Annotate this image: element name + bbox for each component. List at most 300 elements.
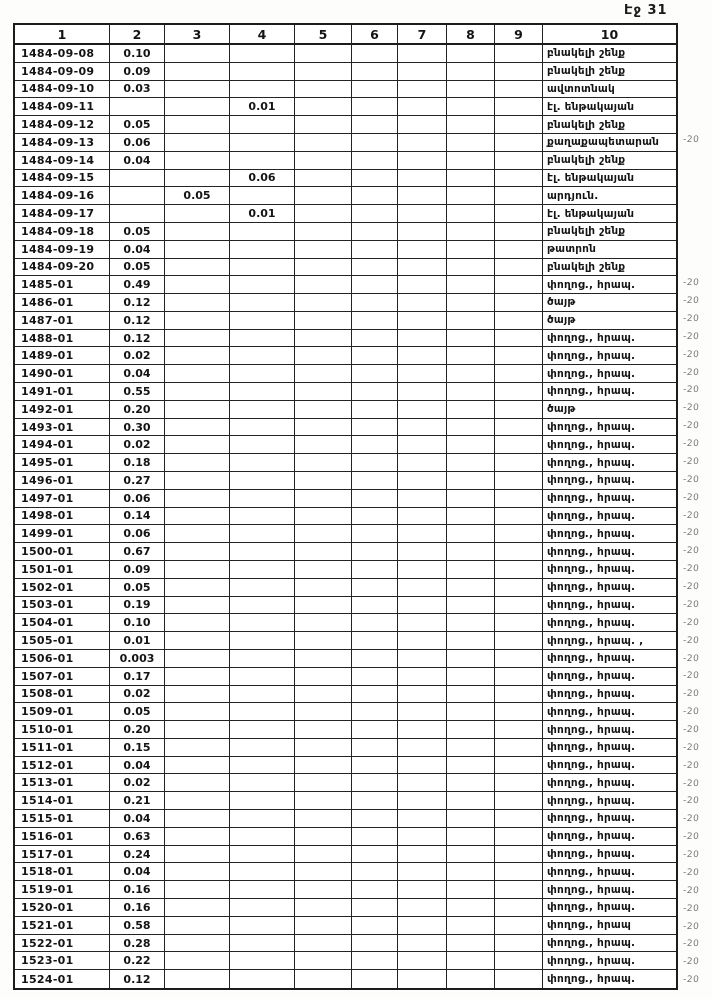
record-id-cell: 1487-01 <box>15 312 110 330</box>
value-cell <box>398 170 447 188</box>
value-cell <box>295 223 352 241</box>
description-cell: փողոց., հրապ. <box>543 650 676 668</box>
margin-mark: -20 <box>682 296 700 307</box>
value-cell <box>495 170 543 188</box>
column-header-10: 10 <box>543 25 676 45</box>
description-cell: փողոց., հրապ. <box>543 810 676 828</box>
value-cell <box>295 579 352 597</box>
value-cell <box>352 223 398 241</box>
value-cell <box>352 134 398 152</box>
record-id-cell: 1484-09-12 <box>15 116 110 134</box>
record-id-cell: 1484-09-14 <box>15 152 110 170</box>
value-cell <box>165 259 230 277</box>
value-cell <box>230 650 295 668</box>
description-cell: էլ. ենթակայան <box>543 170 676 188</box>
value-cell <box>295 721 352 739</box>
record-id-cell: 1484-09-13 <box>15 134 110 152</box>
value-cell <box>495 63 543 81</box>
margin-mark: -20 <box>682 653 700 664</box>
value-cell <box>165 223 230 241</box>
value-cell <box>165 952 230 970</box>
value-cell <box>352 721 398 739</box>
value-cell <box>352 330 398 348</box>
value-cell <box>447 650 495 668</box>
value-cell <box>447 241 495 259</box>
value-cell <box>398 881 447 899</box>
value-cell <box>110 170 165 188</box>
value-cell <box>295 259 352 277</box>
value-cell <box>398 935 447 953</box>
description-cell: փողոց., հրապ. <box>543 330 676 348</box>
description-cell: փողոց., հրապ. <box>543 739 676 757</box>
description-cell: փողոց., հրապ. <box>543 472 676 490</box>
value-cell <box>165 561 230 579</box>
value-cell <box>495 401 543 419</box>
margin-mark: -20 <box>682 796 700 807</box>
value-cell <box>230 881 295 899</box>
value-cell <box>398 952 447 970</box>
value-cell <box>398 899 447 917</box>
value-cell <box>230 312 295 330</box>
margin-mark: -20 <box>682 814 700 825</box>
margin-mark: -20 <box>682 850 700 861</box>
margin-mark: -20 <box>682 760 700 771</box>
value-cell <box>295 276 352 294</box>
value-cell <box>495 472 543 490</box>
value-cell <box>230 454 295 472</box>
value-cell <box>398 810 447 828</box>
value-cell <box>447 312 495 330</box>
value-cell <box>495 508 543 526</box>
value-cell <box>230 45 295 63</box>
value-cell <box>398 152 447 170</box>
record-id-cell: 1497-01 <box>15 490 110 508</box>
value-cell <box>495 703 543 721</box>
value-cell <box>165 899 230 917</box>
record-id-cell: 1521-01 <box>15 917 110 935</box>
value-cell <box>230 276 295 294</box>
value-cell <box>398 116 447 134</box>
value-cell <box>295 472 352 490</box>
value-cell <box>295 81 352 99</box>
value-cell <box>447 401 495 419</box>
value-cell <box>230 703 295 721</box>
value-cell: 0.04 <box>110 863 165 881</box>
value-cell <box>495 134 543 152</box>
value-cell <box>295 970 352 988</box>
description-cell: փողոց., հրապ <box>543 917 676 935</box>
description-cell: էլ. ենթակայան <box>543 205 676 223</box>
value-cell: 0.03 <box>110 81 165 99</box>
value-cell <box>165 792 230 810</box>
description-cell: արդյուն. <box>543 187 676 205</box>
value-cell <box>447 686 495 704</box>
record-id-cell: 1484-09-18 <box>15 223 110 241</box>
value-cell <box>295 846 352 864</box>
value-cell <box>165 401 230 419</box>
record-id-cell: 1505-01 <box>15 632 110 650</box>
value-cell <box>230 917 295 935</box>
record-id-cell: 1513-01 <box>15 774 110 792</box>
value-cell <box>295 899 352 917</box>
value-cell <box>230 614 295 632</box>
value-cell <box>165 828 230 846</box>
value-cell <box>495 828 543 846</box>
value-cell <box>447 739 495 757</box>
value-cell <box>295 170 352 188</box>
value-cell <box>230 632 295 650</box>
value-cell <box>295 365 352 383</box>
value-cell: 0.28 <box>110 935 165 953</box>
value-cell <box>352 454 398 472</box>
value-cell <box>398 757 447 775</box>
value-cell <box>230 152 295 170</box>
value-cell <box>352 170 398 188</box>
record-id-cell: 1485-01 <box>15 276 110 294</box>
value-cell <box>352 561 398 579</box>
value-cell <box>295 152 352 170</box>
value-cell: 0.30 <box>110 419 165 437</box>
value-cell <box>295 703 352 721</box>
value-cell <box>495 597 543 615</box>
value-cell <box>230 223 295 241</box>
value-cell: 0.05 <box>110 116 165 134</box>
value-cell: 0.04 <box>110 152 165 170</box>
value-cell <box>165 312 230 330</box>
value-cell <box>495 632 543 650</box>
description-cell: փողոց., հրապ. <box>543 525 676 543</box>
record-id-cell: 1486-01 <box>15 294 110 312</box>
record-id-cell: 1501-01 <box>15 561 110 579</box>
value-cell: 0.22 <box>110 952 165 970</box>
value-cell <box>230 490 295 508</box>
value-cell <box>295 650 352 668</box>
description-cell: փողոց., հրապ. <box>543 276 676 294</box>
value-cell: 0.12 <box>110 330 165 348</box>
value-cell <box>398 703 447 721</box>
margin-mark: -20 <box>682 385 700 396</box>
value-cell <box>352 810 398 828</box>
value-cell <box>495 187 543 205</box>
value-cell <box>352 259 398 277</box>
value-cell <box>230 294 295 312</box>
description-cell: քաղաքապետարան <box>543 134 676 152</box>
value-cell <box>447 917 495 935</box>
margin-mark: -20 <box>682 617 700 628</box>
description-cell: փողոց., հրապ. <box>547 973 636 986</box>
record-id-cell: 1508-01 <box>15 686 110 704</box>
value-cell: 0.02 <box>110 436 165 454</box>
value-cell <box>352 881 398 899</box>
value-cell <box>165 134 230 152</box>
margin-mark: -20 <box>682 885 700 896</box>
margin-mark: -20 <box>682 742 700 753</box>
value-cell <box>230 365 295 383</box>
value-cell <box>295 241 352 259</box>
value-cell <box>398 205 447 223</box>
value-cell: 0.16 <box>110 881 165 899</box>
value-cell <box>495 241 543 259</box>
margin-mark: -20 <box>682 474 700 485</box>
value-cell <box>165 454 230 472</box>
value-cell <box>295 347 352 365</box>
value-cell <box>447 561 495 579</box>
value-cell: 0.02 <box>110 347 165 365</box>
value-cell <box>230 525 295 543</box>
value-cell <box>230 810 295 828</box>
value-cell <box>230 543 295 561</box>
value-cell <box>398 686 447 704</box>
damage-table <box>13 23 678 990</box>
record-id-cell: 1484-09-20 <box>15 259 110 277</box>
description-cell: բնակելի շենք <box>543 116 676 134</box>
value-cell <box>110 187 165 205</box>
value-cell <box>447 365 495 383</box>
column-header-3: 3 <box>165 25 230 45</box>
value-cell <box>447 614 495 632</box>
value-cell <box>495 454 543 472</box>
value-cell <box>295 863 352 881</box>
value-cell <box>295 597 352 615</box>
column-header-5: 5 <box>295 25 352 45</box>
record-id-cell: 1499-01 <box>15 525 110 543</box>
description-cell: փողոց., հրապ. <box>543 347 676 365</box>
value-cell <box>447 383 495 401</box>
value-cell <box>398 721 447 739</box>
value-cell: 0.21 <box>110 792 165 810</box>
value-cell <box>230 721 295 739</box>
value-cell <box>447 525 495 543</box>
value-cell <box>495 774 543 792</box>
value-cell <box>165 614 230 632</box>
value-cell <box>447 863 495 881</box>
value-cell <box>447 508 495 526</box>
value-cell <box>295 792 352 810</box>
value-cell <box>447 703 495 721</box>
value-cell <box>165 703 230 721</box>
value-cell <box>495 419 543 437</box>
value-cell <box>230 63 295 81</box>
value-cell <box>295 614 352 632</box>
description-cell: փողոց., հրապ. <box>543 952 676 970</box>
value-cell <box>398 508 447 526</box>
record-id-cell: 1484-09-15 <box>15 170 110 188</box>
value-cell <box>165 116 230 134</box>
value-cell <box>447 223 495 241</box>
value-cell <box>352 828 398 846</box>
description-cell: ավտոտնակ <box>543 81 676 99</box>
value-cell <box>495 935 543 953</box>
value-cell <box>398 917 447 935</box>
value-cell <box>398 419 447 437</box>
value-cell <box>230 419 295 437</box>
value-cell <box>447 579 495 597</box>
margin-mark: -20 <box>682 546 700 557</box>
value-cell <box>230 739 295 757</box>
value-cell: 0.12 <box>110 970 165 988</box>
margin-mark: -20 <box>682 135 700 146</box>
value-cell <box>295 98 352 116</box>
column-header-6: 6 <box>352 25 398 45</box>
value-cell <box>352 205 398 223</box>
value-cell <box>495 223 543 241</box>
value-cell <box>352 792 398 810</box>
description-cell: փողոց., հրապ. <box>543 454 676 472</box>
value-cell <box>165 863 230 881</box>
value-cell <box>398 792 447 810</box>
margin-mark: -20 <box>682 867 700 878</box>
margin-mark: -20 <box>682 421 700 432</box>
value-cell <box>352 970 398 988</box>
value-cell <box>165 632 230 650</box>
value-cell <box>165 810 230 828</box>
value-cell <box>447 490 495 508</box>
value-cell <box>398 241 447 259</box>
value-cell <box>495 881 543 899</box>
value-cell <box>495 721 543 739</box>
value-cell <box>495 810 543 828</box>
value-cell <box>295 935 352 953</box>
value-cell <box>398 63 447 81</box>
record-id-cell: 1484-09-09 <box>15 63 110 81</box>
description-cell: էլ. ենթակայան <box>543 98 676 116</box>
value-cell <box>447 721 495 739</box>
value-cell <box>447 347 495 365</box>
value-cell <box>447 330 495 348</box>
record-id-cell: 1517-01 <box>15 846 110 864</box>
value-cell <box>447 899 495 917</box>
description-cell: փողոց., հրապ. <box>543 365 676 383</box>
value-cell <box>230 241 295 259</box>
value-cell <box>398 650 447 668</box>
value-cell <box>447 205 495 223</box>
value-cell: 0.12 <box>110 312 165 330</box>
value-cell <box>352 650 398 668</box>
page-number-label: Էջ 31 <box>624 3 668 18</box>
value-cell <box>447 668 495 686</box>
value-cell <box>398 828 447 846</box>
value-cell <box>230 863 295 881</box>
value-cell <box>165 205 230 223</box>
value-cell <box>295 134 352 152</box>
value-cell <box>352 917 398 935</box>
value-cell <box>230 828 295 846</box>
description-cell: փողոց., հրապ. <box>543 597 676 615</box>
value-cell <box>352 935 398 953</box>
record-id-cell: 1522-01 <box>15 935 110 953</box>
value-cell <box>165 935 230 953</box>
value-cell <box>165 294 230 312</box>
value-cell <box>230 597 295 615</box>
record-id-cell: 1523-01 <box>15 952 110 970</box>
value-cell <box>295 116 352 134</box>
description-cell: փողոց., հրապ. <box>543 383 676 401</box>
value-cell <box>398 330 447 348</box>
value-cell <box>352 45 398 63</box>
value-cell <box>447 792 495 810</box>
value-cell <box>165 472 230 490</box>
value-cell <box>352 63 398 81</box>
description-cell: փողոց., հրապ. <box>543 543 676 561</box>
value-cell <box>295 917 352 935</box>
record-id-cell: 1496-01 <box>15 472 110 490</box>
value-cell: 0.17 <box>110 668 165 686</box>
description-cell: փողոց., հրապ. <box>543 828 676 846</box>
value-cell: 0.01 <box>230 98 295 116</box>
value-cell <box>165 63 230 81</box>
record-id-cell: 1495-01 <box>15 454 110 472</box>
value-cell: 0.01 <box>230 205 295 223</box>
record-id-cell: 1493-01 <box>15 419 110 437</box>
value-cell <box>495 312 543 330</box>
record-id-cell: 1509-01 <box>15 703 110 721</box>
value-cell <box>352 757 398 775</box>
value-cell: 0.18 <box>110 454 165 472</box>
value-cell <box>447 472 495 490</box>
description-cell: փողոց., հրապ. <box>543 721 676 739</box>
value-cell <box>165 970 230 988</box>
value-cell <box>165 45 230 63</box>
value-cell <box>295 525 352 543</box>
value-cell <box>398 294 447 312</box>
value-cell <box>495 98 543 116</box>
value-cell <box>165 739 230 757</box>
value-cell <box>495 81 543 99</box>
value-cell <box>352 472 398 490</box>
value-cell <box>295 632 352 650</box>
value-cell <box>447 419 495 437</box>
value-cell <box>352 98 398 116</box>
value-cell <box>165 170 230 188</box>
description-cell: փողոց., հրապ. <box>543 668 676 686</box>
description-cell: փողոց., հրապ. <box>543 686 676 704</box>
record-id-cell: 1510-01 <box>15 721 110 739</box>
value-cell <box>447 970 495 988</box>
value-cell <box>165 276 230 294</box>
value-cell <box>295 419 352 437</box>
value-cell <box>295 205 352 223</box>
value-cell <box>352 347 398 365</box>
margin-mark: -20 <box>682 939 700 950</box>
description-cell: ծայթ <box>543 401 676 419</box>
margin-mark: -20 <box>682 671 700 682</box>
value-cell <box>295 63 352 81</box>
value-cell <box>447 134 495 152</box>
value-cell <box>352 312 398 330</box>
value-cell <box>165 543 230 561</box>
value-cell <box>398 632 447 650</box>
value-cell <box>447 846 495 864</box>
value-cell <box>495 668 543 686</box>
value-cell <box>352 543 398 561</box>
record-id-cell: 1520-01 <box>15 899 110 917</box>
value-cell <box>165 383 230 401</box>
value-cell: 0.05 <box>110 259 165 277</box>
value-cell <box>447 116 495 134</box>
value-cell <box>165 419 230 437</box>
value-cell <box>495 579 543 597</box>
value-cell <box>398 846 447 864</box>
value-cell <box>495 899 543 917</box>
value-cell <box>447 98 495 116</box>
description-cell: բնակելի շենք <box>543 152 676 170</box>
column-header-1: 1 <box>15 25 110 45</box>
value-cell <box>230 259 295 277</box>
value-cell <box>495 543 543 561</box>
margin-mark: -20 <box>682 724 700 735</box>
record-id-cell: 1500-01 <box>15 543 110 561</box>
value-cell <box>165 525 230 543</box>
